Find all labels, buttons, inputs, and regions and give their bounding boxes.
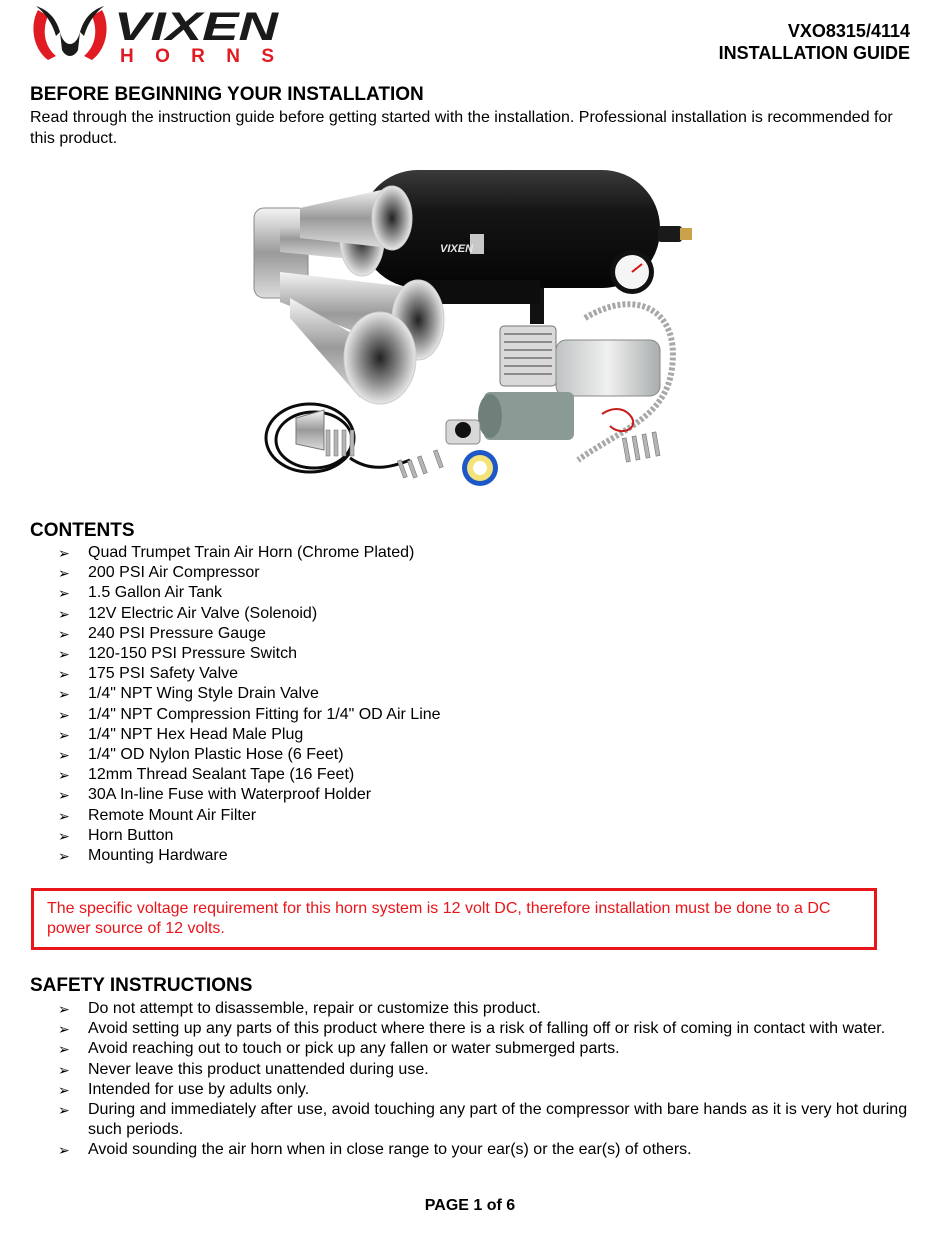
fox-ears-icon (33, 6, 106, 60)
list-item: ➢ 1/4" NPT Wing Style Drain Valve (56, 684, 441, 704)
list-item: ➢ 120-150 PSI Pressure Switch (56, 644, 441, 664)
arrowhead-bullet-icon: ➢ (58, 706, 70, 723)
intro-heading: BEFORE BEGINNING YOUR INSTALLATION (30, 84, 424, 105)
voltage-warning-box (31, 888, 877, 950)
vixen-horns-logo (30, 2, 280, 66)
list-item: ➢ Avoid reaching out to touch or pick up any fallen or water submerged parts. (56, 1039, 916, 1059)
arrowhead-bullet-icon: ➢ (58, 666, 70, 683)
list-item: ➢ Intended for use by adults only. (56, 1080, 916, 1100)
arrowhead-bullet-icon: ➢ (58, 545, 70, 561)
contents-list (56, 543, 441, 866)
list-item: ➢ Mounting Hardware (56, 846, 441, 866)
arrowhead-bullet-icon: ➢ (58, 787, 70, 804)
tank-brand-label: VIXEN (440, 243, 474, 255)
thread-sealant-tape (462, 450, 498, 486)
mounting-bracket (296, 410, 324, 450)
list-item: ➢ Never leave this product unattended during use. (56, 1060, 916, 1080)
arrowhead-bullet-icon: ➢ (58, 827, 70, 844)
logo-wordmark: VIXEN (114, 5, 280, 49)
list-item: ➢ 175 PSI Safety Valve (56, 664, 441, 684)
model-number: VXO8315/4114 (787, 21, 910, 41)
arrowhead-bullet-icon: ➢ (58, 1041, 70, 1058)
list-item: ➢ During and immediately after use, avoid touching any part of the compressor with bare hands as it is very hot during such periods. (58, 1101, 908, 1139)
list-item: ➢ 1/4" NPT Hex Head Male Plug (56, 725, 441, 745)
document-title: INSTALLATION GUIDE (718, 43, 910, 63)
list-item: ➢ 1.5 Gallon Air Tank (56, 583, 441, 603)
arrowhead-bullet-icon: ➢ (58, 807, 70, 824)
document-header (719, 20, 910, 64)
arrowhead-bullet-icon: ➢ (58, 747, 70, 764)
intro-text: Read through the instruction guide before getting started with the installation. Professional installation is recommended for this product. (30, 109, 893, 147)
arrowhead-bullet-icon: ➢ (58, 726, 70, 743)
arrowhead-bullet-icon: ➢ (58, 1061, 70, 1078)
arrowhead-bullet-icon: ➢ (58, 1081, 70, 1098)
arrowhead-bullet-icon: ➢ (58, 1021, 70, 1038)
pressure-gauge (610, 250, 654, 294)
page-number: PAGE 1 of 6 (424, 1197, 516, 1214)
arrowhead-bullet-icon: ➢ (58, 848, 70, 865)
safety-list (56, 999, 916, 1161)
arrowhead-bullet-icon: ➢ (58, 585, 70, 602)
list-item: ➢ Avoid setting up any parts of this product where there is a risk of falling off or risk of coming in contact with water. (56, 1019, 916, 1039)
contents-heading: CONTENTS (30, 520, 135, 541)
arrowhead-bullet-icon: ➢ (58, 686, 70, 703)
arrowhead-bullet-icon: ➢ (58, 1102, 70, 1119)
list-item: ➢ 12mm Thread Sealant Tape (16 Feet) (56, 765, 441, 785)
horn-button (446, 420, 480, 444)
arrowhead-bullet-icon: ➢ (58, 1001, 70, 1017)
arrowhead-bullet-icon: ➢ (58, 625, 70, 642)
list-item: ➢ 200 PSI Air Compressor (56, 563, 441, 583)
list-item: ➢ Horn Button (56, 826, 441, 846)
arrowhead-bullet-icon: ➢ (58, 767, 70, 784)
list-item: ➢ 240 PSI Pressure Gauge (56, 624, 441, 644)
logo-subtitle: HORNS (120, 46, 274, 66)
product-photo (240, 168, 710, 493)
safety-heading: SAFETY INSTRUCTIONS (30, 975, 253, 996)
list-item: ➢ Quad Trumpet Train Air Horn (Chrome Plated) (56, 543, 441, 563)
list-item: ➢ 1/4" NPT Compression Fitting for 1/4" OD Air Line (56, 705, 441, 725)
arrowhead-bullet-icon: ➢ (58, 565, 70, 582)
list-item: ➢ Do not attempt to disassemble, repair or customize this product. (56, 999, 916, 1019)
list-item: ➢ Avoid sounding the air horn when in close range to your ear(s) or the ear(s) of others. (56, 1140, 916, 1160)
arrowhead-bullet-icon: ➢ (58, 605, 70, 622)
voltage-warning-text: The specific voltage requirement for this horn system is 12 volt DC, therefore installation must be done to a DC power source of 12 volts. (47, 900, 831, 937)
list-item: ➢ Remote Mount Air Filter (56, 806, 441, 826)
list-item: ➢ 30A In-line Fuse with Waterproof Holder (56, 785, 441, 805)
list-item: ➢ 1/4" OD Nylon Plastic Hose (6 Feet) (56, 745, 441, 765)
list-item: ➢ 12V Electric Air Valve (Solenoid) (56, 604, 441, 624)
arrowhead-bullet-icon: ➢ (58, 1142, 70, 1159)
arrowhead-bullet-icon: ➢ (58, 646, 70, 663)
